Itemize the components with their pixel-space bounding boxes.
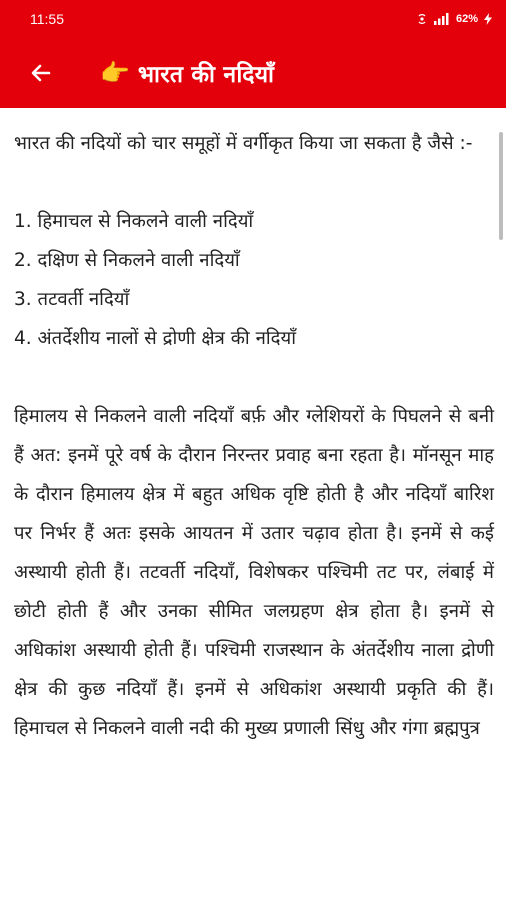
page-title: भारत की नदियाँ [137,62,275,88]
spacer [14,358,494,397]
signal-icon [434,13,450,25]
intro-paragraph: भारत की नदियों को चार समूहों में वर्गीकृत किया जा सकता है जैसे :- [14,133,473,154]
app-bar [0,38,506,108]
list-item: 3. तटवर्ती नदियाँ [14,289,130,310]
status-time: 11:55 [30,11,64,27]
title-group [100,57,274,89]
pointing-hand-icon: 👉 [100,59,130,87]
hotspot-icon [416,13,428,25]
arrow-left-icon [29,61,53,85]
list-item: 2. दक्षिण से निकलने वाली नदियाँ [14,250,240,271]
spacer [14,163,494,202]
back-button[interactable] [26,58,56,88]
article-content[interactable] [0,108,506,900]
list-item: 1. हिमाचल से निकलने वाली नदियाँ [14,211,254,232]
battery-percent: 62% [455,13,478,25]
status-icons [416,13,492,25]
body-paragraph: हिमालय से निकलने वाली नदियाँ बर्फ़ और ग्लेशियरों के पिघलने से बनी हैं अत: इनमें पूरे वर्ष के दौरान निरन्तर प्रवाह बना रहता है। मॉनसून माह के दौरान हिमालय क्षेत्र में बहुत अधिक वृष्टि होती है और नदियाँ बारिश पर निर्भर हैं अतः इसके आयतन में उतार चढ़ाव होता है। इनमें से कई अस्थायी होती हैं। तटवर्ती नदियाँ, विशेषकर पश्चिमी तट पर, लंबाई में छोटी होती हैं और उनका सीमित जलग्रहण क्षेत्र होता है। इनमें से अधिकांश अस्थायी होती हैं। पश्चिमी राजस्थान के अंतर्देशीय नाला द्रोणी क्षेत्र की कुछ नदियाँ हैं। इनमें से अधिकांश अस्थायी प्रकृति की हैं। हिमाचल से निकलने वाली नदी की मुख्य प्रणाली सिंधु और गंगा ब्रह्मपुत्र [14,406,494,739]
list-item: 4. अंतर्देशीय नालों से द्रोणी क्षेत्र की नदियाँ [14,328,296,349]
status-bar [0,0,506,38]
scrollbar-thumb[interactable] [499,132,503,240]
charging-icon [484,13,492,25]
river-groups-list [14,202,494,358]
